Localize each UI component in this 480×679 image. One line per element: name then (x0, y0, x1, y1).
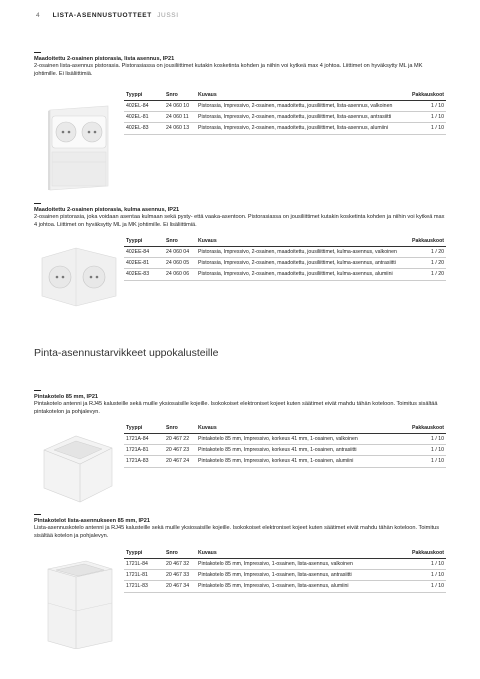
col-desc: Kuvaus (198, 424, 408, 433)
product-table-pintakotelo (124, 424, 446, 468)
section-marker (34, 390, 41, 391)
product-image-box-lista (36, 555, 118, 649)
table-row (124, 257, 446, 268)
section-pintakotelo (34, 390, 446, 416)
col-snro: Snro (166, 424, 198, 433)
cell-desc: Pistorasia, Impressivo, 2-osainen, maadoitettu, jousiliittimet, kulma-asennus, antrasiitti (198, 257, 408, 268)
cell-snro: 20 467 33 (166, 569, 198, 580)
cell-desc: Pistorasia, Impressivo, 2-osainen, maadoitettu, jousiliittimet, kulma-asennus, alumiini (198, 269, 408, 280)
col-snro: Snro (166, 91, 198, 100)
cell-pack: 1 / 10 (408, 111, 446, 122)
cell-pack: 1 / 10 (408, 444, 446, 455)
col-desc: Kuvaus (198, 91, 408, 100)
col-type: Tyyppi (124, 549, 166, 558)
table-row (124, 269, 446, 280)
cell-type: 1721L-83 (124, 581, 166, 592)
cell-snro: 24 060 06 (166, 269, 198, 280)
cell-type: 402EE-84 (124, 246, 166, 257)
section-description: 2-osainen pistorasia, joka voidaan asentaa kulmaan sekä pysty- että vaaka-asentoon. Pistorasiassa on jousiliittimet kutakin kosketinta kohden ja niihin voi kytkeä max 4 johtoa. Liittimet on hyväksytty ML ja MK johtimille. Ei lisäliittimiä. (34, 214, 445, 228)
col-pack: Pakkauskoot (408, 91, 446, 100)
cell-pack: 1 / 10 (408, 456, 446, 467)
cell-desc: Pintakotelo 85 mm, Impressivo, korkeus 41 mm, 1-osainen, valkoinen (198, 433, 408, 444)
cell-type: 402EL-84 (124, 100, 166, 111)
section-description: Pintakotelo antenni ja RJ45 kalusteille sekä muille yksiosaisille kojeille. Isokokoiset elektroniset kojeet kuten säätimet eivät mahdu tähän koteloon. Toimitus sisältää pintakotelon ja pohjalevyn. (34, 401, 438, 415)
cell-pack: 1 / 10 (408, 433, 446, 444)
header-title: LISTA-ASENNUSTUOTTEET (52, 12, 152, 19)
col-pack: Pakkauskoot (408, 549, 446, 558)
section-title: Pintakotelo 85 mm, IP21 (34, 394, 99, 401)
product-image-socket-kulma (36, 244, 118, 308)
cell-type: 1721L-81 (124, 569, 166, 580)
product-image-box (36, 428, 118, 510)
product-image-socket-lista (36, 100, 116, 192)
cell-desc: Pintakotelo 85 mm, Impressivo, 1-osainen, lista-asennus, alumiini (198, 581, 408, 592)
cell-snro: 20 467 34 (166, 581, 198, 592)
cell-type: 402EE-83 (124, 269, 166, 280)
section-title: Maadoitettu 2-osainen pistorasia, lista asennus, IP21 (34, 56, 175, 63)
cell-desc: Pintakotelo 85 mm, Impressivo, korkeus 41 mm, 1-osainen, antrasiitti (198, 444, 408, 455)
cell-pack: 1 / 10 (408, 123, 446, 134)
page-number: 4 (36, 12, 41, 19)
section-marker (34, 203, 41, 204)
col-type: Tyyppi (124, 424, 166, 433)
section-description: 2-osainen lista-asennus pistorasia. Pistorasiassa on jousiliittimet kutakin kosketinta kohden ja niihin voi kytkeä max 4 johtoa. Liittimet on hyväksytty ML ja MK johtimille. Ei lisäliittimiä. (34, 63, 423, 77)
cell-pack: 1 / 10 (408, 581, 446, 592)
section-description: Lista-asennuskotelo antenni ja RJ45 kalusteille sekä muille yksiosaisille kojeille. Isokokoiset elektroniset kojeet kuten säätimet eivät mahdu tähän koteloon. Toimitus sisältää kotelon ja pohjalevyn. (34, 525, 440, 539)
cell-snro: 24 060 04 (166, 246, 198, 257)
cell-snro: 20 467 22 (166, 433, 198, 444)
table-row (124, 456, 446, 467)
col-type: Tyyppi (124, 91, 166, 100)
table-row (124, 100, 446, 111)
cell-desc: Pistorasia, Impressivo, 2-osainen, maadoitettu, jousiliittimet, lista-asennus, alumiini (198, 123, 408, 134)
cell-snro: 24 060 13 (166, 123, 198, 134)
cell-pack: 1 / 10 (408, 558, 446, 569)
col-snro: Snro (166, 549, 198, 558)
cell-pack: 1 / 20 (408, 269, 446, 280)
cell-type: 1721A-81 (124, 444, 166, 455)
table-row (124, 123, 446, 134)
product-table-lista-kotelo (124, 549, 446, 593)
product-table-kulma (124, 237, 446, 281)
cell-snro: 20 467 32 (166, 558, 198, 569)
section-marker (34, 52, 41, 53)
cell-desc: Pistorasia, Impressivo, 2-osainen, maadoitettu, jousiliittimet, lista-asennus, antrasiitti (198, 111, 408, 122)
cell-type: 402EL-81 (124, 111, 166, 122)
cell-desc: Pintakotelo 85 mm, Impressivo, 1-osainen, lista-asennus, antrasiitti (198, 569, 408, 580)
cell-pack: 1 / 10 (408, 569, 446, 580)
col-pack: Pakkauskoot (408, 424, 446, 433)
section-marker (34, 514, 41, 515)
page-header (36, 12, 179, 19)
table-row (124, 558, 446, 569)
col-desc: Kuvaus (198, 237, 408, 246)
col-pack: Pakkauskoot (408, 237, 446, 246)
section-kulma-asennus (34, 203, 446, 229)
cell-snro: 20 467 24 (166, 456, 198, 467)
cell-type: 1721A-84 (124, 433, 166, 444)
table-row (124, 581, 446, 592)
cell-snro: 24 060 10 (166, 100, 198, 111)
section-title: Maadoitettu 2-osainen pistorasia, kulma asennus, IP21 (34, 207, 180, 214)
cell-pack: 1 / 10 (408, 100, 446, 111)
section-lista-kotelo (34, 514, 446, 540)
cell-desc: Pistorasia, Impressivo, 2-osainen, maadoitettu, jousiliittimet, lista-asennus, valkoinen (198, 100, 408, 111)
product-table-lista (124, 91, 446, 135)
cell-snro: 20 467 23 (166, 444, 198, 455)
cell-pack: 1 / 20 (408, 246, 446, 257)
cell-type: 402EL-83 (124, 123, 166, 134)
cell-desc: Pistorasia, Impressivo, 2-osainen, maadoitettu, jousiliittimet, kulma-asennus, valkoinen (198, 246, 408, 257)
cell-desc: Pintakotelo 85 mm, Impressivo, korkeus 41 mm, 1-osainen, alumiini (198, 456, 408, 467)
section-title: Pintakotelot lista-asennukseen 85 mm, IP21 (34, 518, 150, 525)
table-row (124, 433, 446, 444)
table-row (124, 111, 446, 122)
cell-pack: 1 / 20 (408, 257, 446, 268)
col-desc: Kuvaus (198, 549, 408, 558)
cell-snro: 24 060 05 (166, 257, 198, 268)
category-heading: Pinta-asennustarvikkeet uppokalusteille (34, 347, 219, 359)
cell-type: 1721A-83 (124, 456, 166, 467)
col-snro: Snro (166, 237, 198, 246)
header-brand: JUSSI (157, 12, 179, 19)
cell-desc: Pintakotelo 85 mm, Impressivo, 1-osainen, lista-asennus, valkoinen (198, 558, 408, 569)
cell-snro: 24 060 11 (166, 111, 198, 122)
col-type: Tyyppi (124, 237, 166, 246)
table-row (124, 569, 446, 580)
cell-type: 1721L-84 (124, 558, 166, 569)
table-row (124, 246, 446, 257)
section-lista-asennus (34, 52, 446, 78)
table-row (124, 444, 446, 455)
cell-type: 402EE-81 (124, 257, 166, 268)
